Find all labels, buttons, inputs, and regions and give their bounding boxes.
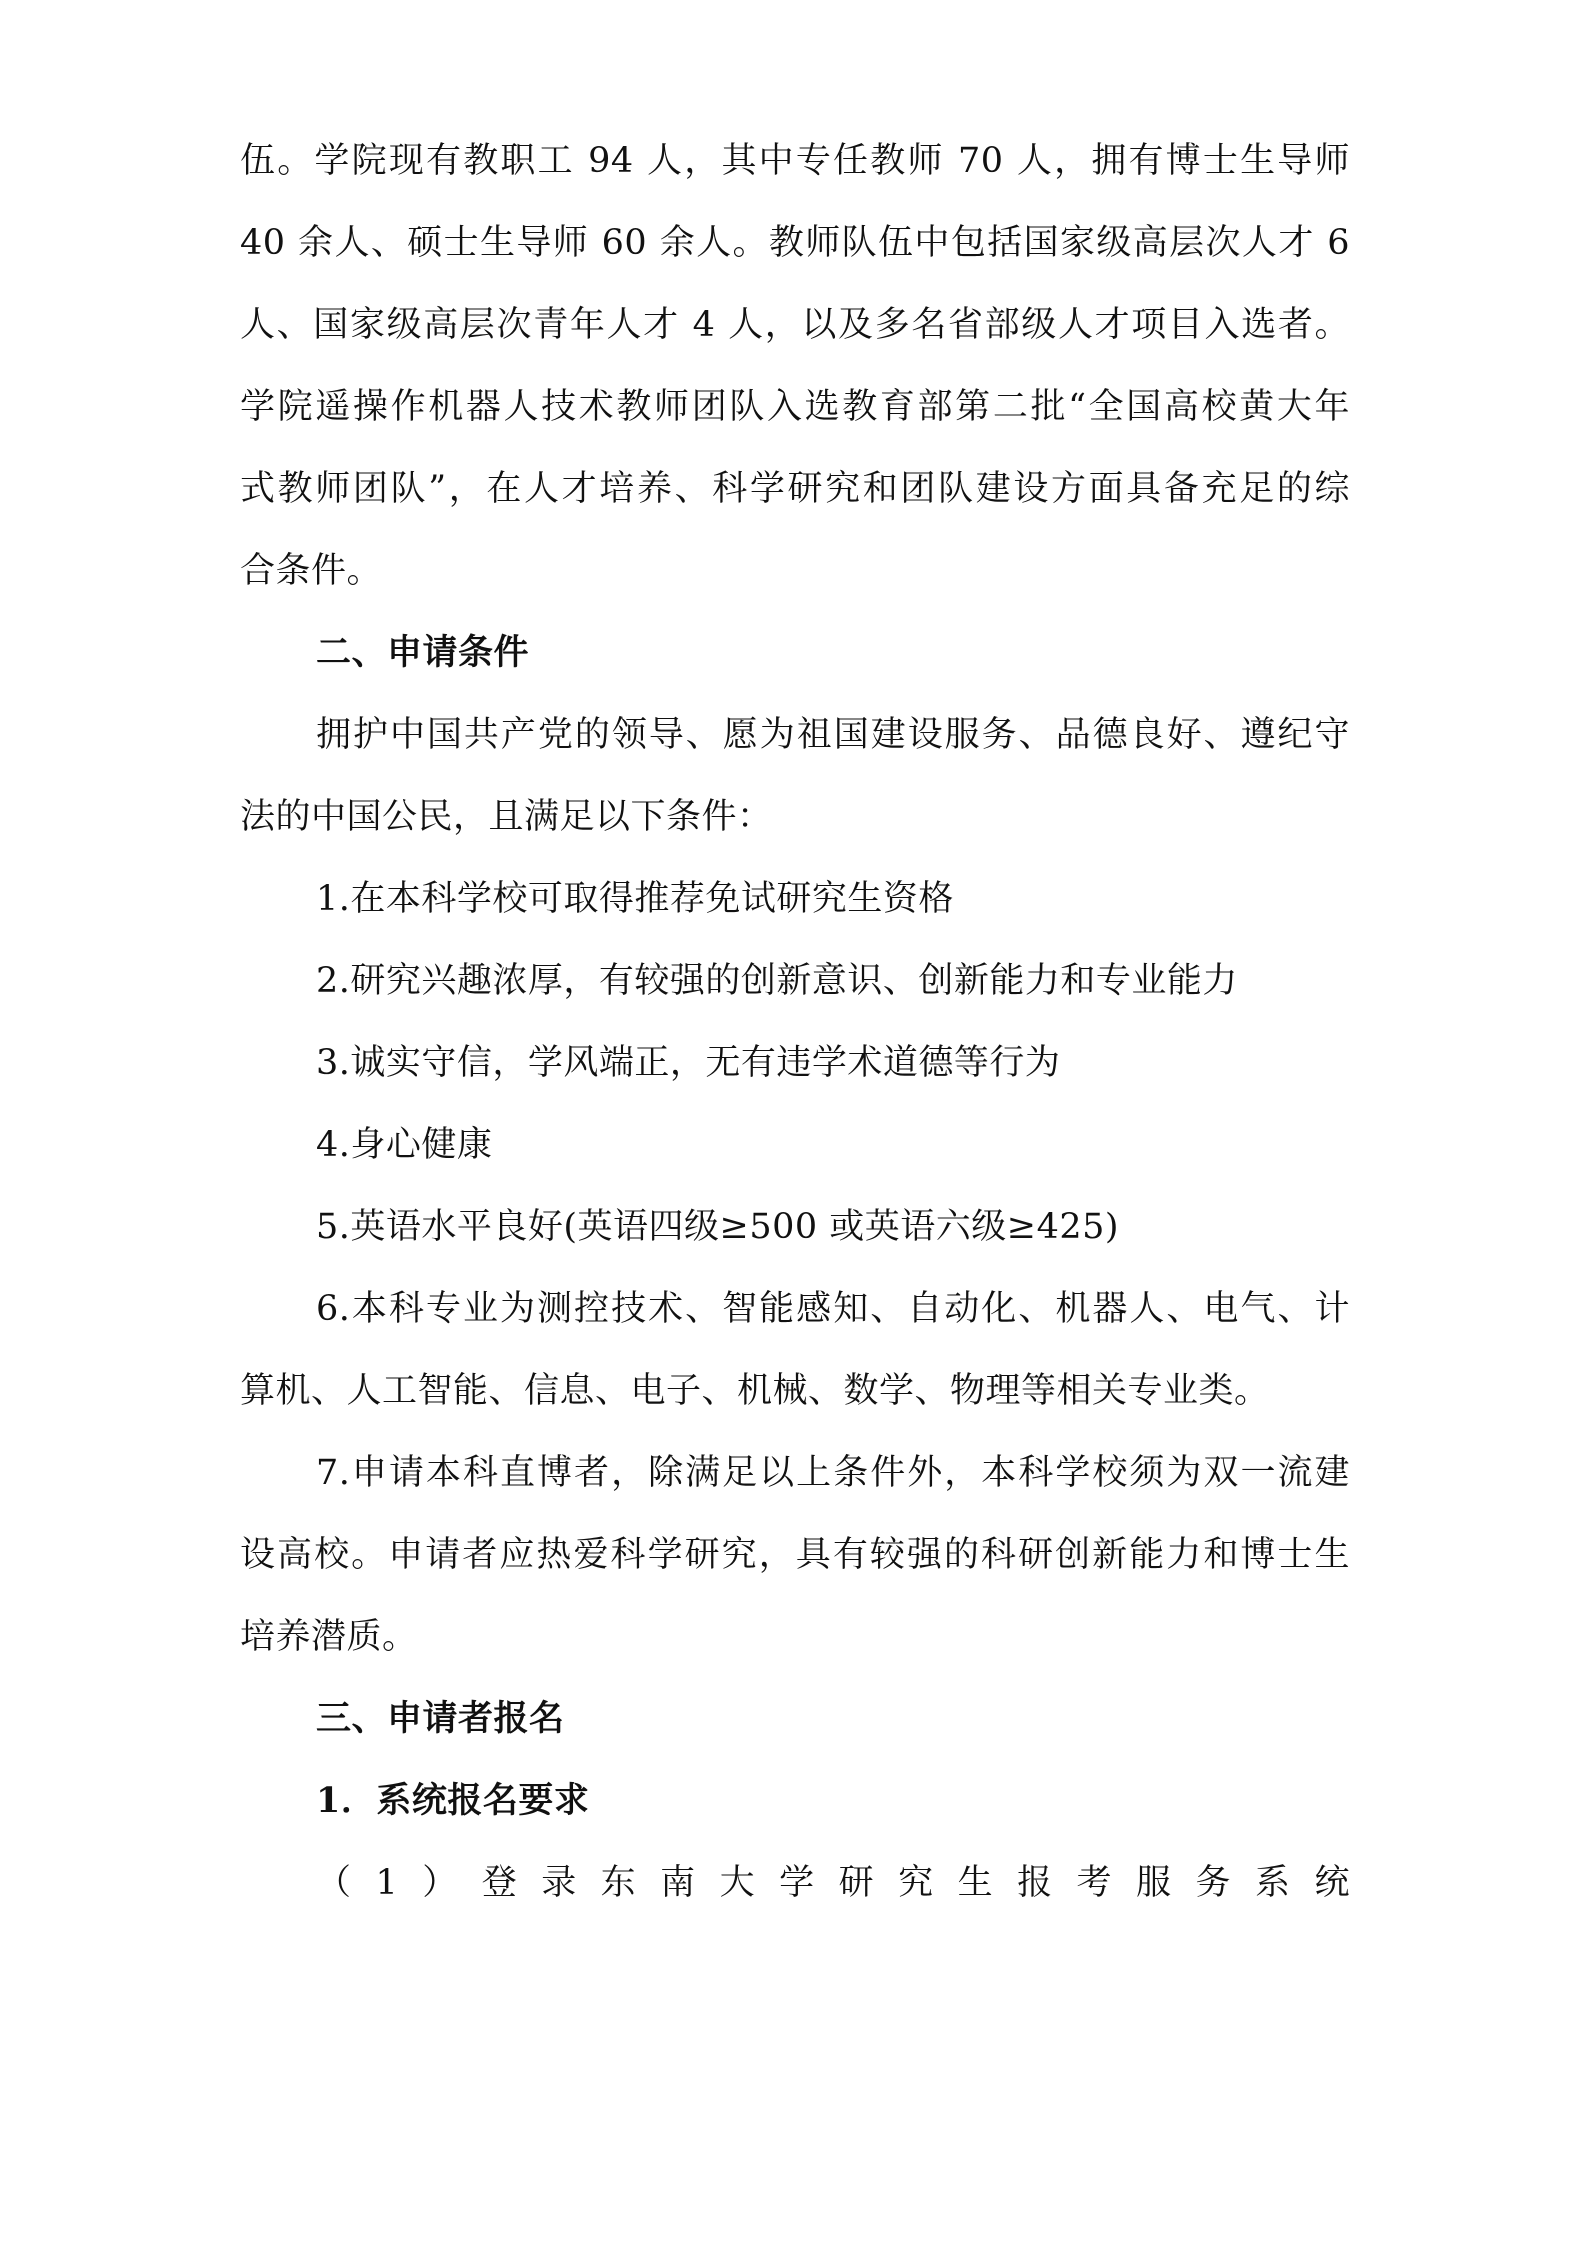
conditions-intro-line-1: 拥护中国共产党的领导、愿为祖国建设服务、品德良好、遵纪守 — [316, 715, 1350, 755]
intro-line-3: 人、国家级高层次青年人才 4 人，以及多名省部级人才项目入选者。 — [240, 305, 1350, 345]
condition-item-7-line-2: 设高校。申请者应热爱科学研究，具有较强的科研创新能力和博士生 — [240, 1535, 1350, 1575]
condition-item-1: 1.在本科学校可取得推荐免试研究生资格 — [316, 879, 954, 919]
section-heading-registration: 三、申请者报名 — [316, 1698, 565, 1739]
intro-line-1: 伍。学院现有教职工 94 人，其中专任教师 70 人，拥有博士生导师 — [240, 141, 1350, 181]
intro-line-2: 40 余人、硕士生导师 60 余人。教师队伍中包括国家级高层次人才 6 — [240, 223, 1350, 263]
intro-line-6: 合条件。 — [240, 551, 383, 591]
condition-item-6-line-1: 6.本科专业为测控技术、智能感知、自动化、机器人、电气、计 — [316, 1289, 1350, 1329]
conditions-intro-line-2: 法的中国公民，且满足以下条件： — [240, 797, 773, 837]
registration-step-1: （1）登录东南大学研究生报考服务系统 — [316, 1863, 1350, 1903]
intro-line-5: 式教师团队”，在人才培养、科学研究和团队建设方面具备充足的综 — [240, 469, 1350, 509]
section-heading-conditions: 二、申请条件 — [316, 632, 530, 673]
condition-item-4: 4.身心健康 — [316, 1125, 493, 1165]
condition-item-2: 2.研究兴趣浓厚，有较强的创新意识、创新能力和专业能力 — [316, 961, 1238, 1001]
condition-item-7-line-3: 培养潜质。 — [240, 1617, 418, 1657]
condition-item-3: 3.诚实守信，学风端正，无有违学术道德等行为 — [316, 1043, 1061, 1083]
condition-item-7-line-1: 7.申请本科直博者，除满足以上条件外，本科学校须为双一流建 — [316, 1453, 1350, 1493]
subsection-heading-system-registration: 1．系统报名要求 — [316, 1780, 590, 1821]
condition-item-6-line-2: 算机、人工智能、信息、电子、机械、数学、物理等相关专业类。 — [240, 1371, 1270, 1411]
condition-item-5: 5.英语水平良好(英语四级≥500 或英语六级≥425) — [316, 1207, 1120, 1247]
intro-line-4: 学院遥操作机器人技术教师团队入选教育部第二批“全国高校黄大年 — [240, 387, 1350, 427]
